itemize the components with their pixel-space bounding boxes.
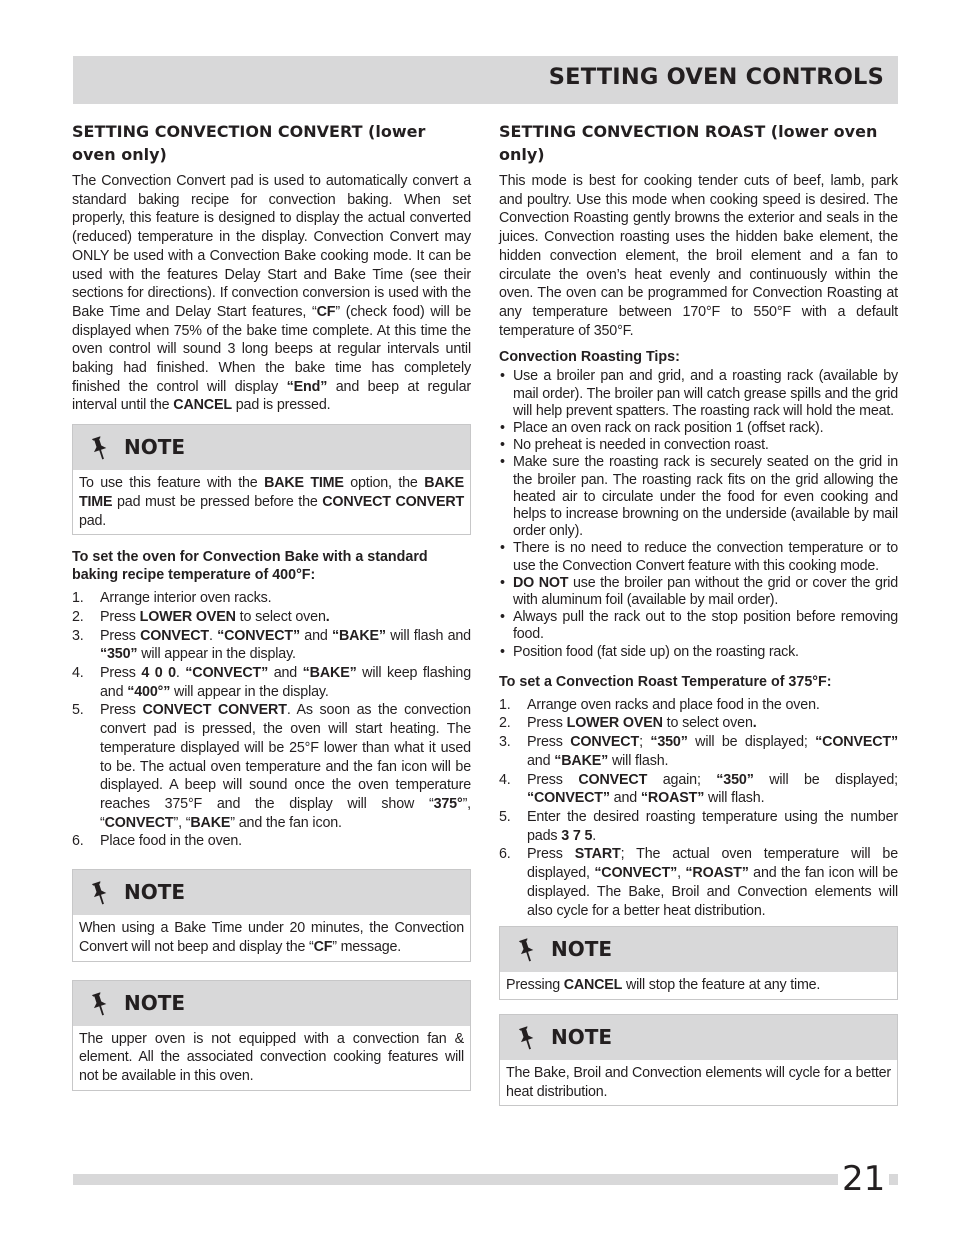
bold-text: CANCEL xyxy=(173,397,232,414)
bold-text: CF xyxy=(316,303,336,320)
pushpin-icon xyxy=(89,881,111,905)
step-number: 6. xyxy=(499,846,511,863)
note-header xyxy=(500,927,897,972)
step-item: 3. Press CONVECT. “CONVECT” and “BAKE” will flash and “350” will appear in the display. xyxy=(72,627,471,663)
bold-text: . xyxy=(752,715,757,732)
bold-text: . xyxy=(325,608,330,625)
bold-text: LOWER OVEN xyxy=(566,715,663,732)
note-text: The Bake, Broil and Convection elements will cycle for a better heat distribution. xyxy=(506,1064,891,1100)
tip-item: • Use a broiler pan and grid, and a roasting rack (available by mail order). The broiler pan will catch grease spills and the grid will help prevent spatters. The roasting rack will hold the meat. xyxy=(500,368,898,419)
bold-text: CONVECT CONVERT xyxy=(322,493,464,510)
bullet-icon: • xyxy=(500,643,505,660)
bold-text: “BAKE” xyxy=(332,627,386,644)
step-number: 1. xyxy=(499,696,511,713)
left-column xyxy=(72,120,471,1091)
section-title-convection-convert: SETTING CONVECTION CONVERT (lower oven only) xyxy=(72,122,426,164)
bold-text: LOWER OVEN xyxy=(139,608,236,625)
bold-text: CONVECT xyxy=(578,771,648,788)
tip-item: • Position food (fat side up) on the roasting rack. xyxy=(500,643,799,660)
note-text: When using a Bake Time under 20 minutes, the Convection Convert will not beep and display the “CF” message. xyxy=(79,920,464,955)
bold-text: “350” xyxy=(650,734,688,751)
convection-bake-steps-heading: To set the oven for Convection Bake with a standard baking recipe temperature of 400°F: xyxy=(72,549,428,584)
bold-text: 375° xyxy=(433,795,463,812)
bold-text: “350” xyxy=(100,646,138,663)
note-header xyxy=(500,1015,897,1060)
note-box xyxy=(72,980,471,1091)
bold-text: “BAKE” xyxy=(554,752,609,769)
step-item: 1. Arrange interior oven racks. xyxy=(72,590,272,607)
bold-text: CONVECT xyxy=(570,734,640,751)
note-label: NOTE xyxy=(551,1024,613,1049)
step-number: 2. xyxy=(499,715,511,732)
note-text: To use this feature with the BAKE TIME option, the BAKE TIME pad must be pressed before the CONVECT CONVERT pad. xyxy=(79,475,464,529)
bold-text: “ROAST” xyxy=(685,865,749,882)
note-header xyxy=(73,981,470,1026)
step-item: 1. Arrange oven racks and place food in the oven. xyxy=(499,696,820,713)
bold-text: BAKE xyxy=(190,814,231,831)
bold-text: “CONVECT” xyxy=(217,627,300,644)
convection-roast-intro: This mode is best for cooking tender cuts of beef, lamb, park and poultry. Use this mode when cooking speed is desired. The Convection Roasting gently browns the exterior and seals in the juices. Convection roasting uses the hidden bake element, the hidden convection element, the broil element and a fan to circulate the oven’s heat evenly and continuously within the oven. The oven can be programmed for Convection Roasting at any temperature between 170°F to 550°F with a default temperature of 350°F. xyxy=(499,173,898,339)
bullet-icon: • xyxy=(500,540,505,557)
step-number: 6. xyxy=(72,833,84,850)
bold-text: CONVECT xyxy=(140,627,209,644)
tip-item: • Always pull the rack out to the stop position before removing food. xyxy=(500,609,898,643)
bold-text: CONVECT CONVERT xyxy=(142,702,287,719)
note-header xyxy=(73,425,470,470)
note-box xyxy=(499,926,898,1000)
step-item: 4. Press CONVECT again; “350” will be displayed; “CONVECT” and “ROAST” will flash. xyxy=(499,771,899,807)
bullet-icon: • xyxy=(500,437,505,454)
bullet-icon: • xyxy=(500,609,505,626)
bold-text: BAKE TIME xyxy=(79,475,464,510)
note-label: NOTE xyxy=(124,435,186,460)
convection-roast-steps-heading: To set a Convection Roast Temperature of 375°F: xyxy=(499,673,832,690)
convection-roast-steps xyxy=(499,696,898,920)
page-title: SETTING OVEN CONTROLS xyxy=(548,64,884,90)
note-label: NOTE xyxy=(124,990,186,1015)
bold-text: DO NOT xyxy=(513,574,569,591)
bold-text: 4 0 0 xyxy=(141,665,176,682)
bold-text: START xyxy=(574,846,621,863)
section-title-convection-roast: SETTING CONVECTION ROAST (lower oven only) xyxy=(499,122,878,164)
convection-convert-intro: The Convection Convert pad is used to automatically convert a standard baking recipe for convection baking. When set properly, this feature is designed to display the actual converted (reduced) temperature in the display. Convection Convert may ONLY be used with a Convection Bake cooking mode. It can be used with the features Delay Start and Bake Time (see their sections for directions). If convection conversion is used with the Bake Time and Delay Start features, “CF” (check food) will be displayed when 75% of the bake time complete. At this time the oven control will sound 3 long beeps at regular intervals until baking had finished. When the bake time has completely finished the control will display “End” and beep at regular interval until the CANCEL pad is pressed. xyxy=(72,173,471,414)
bold-text: “CONVECT” xyxy=(815,734,898,751)
note-box xyxy=(499,1014,898,1106)
step-number: 5. xyxy=(499,809,511,825)
step-number: 4. xyxy=(72,665,84,682)
roasting-tips-list xyxy=(499,368,898,660)
convection-bake-steps xyxy=(72,589,471,851)
pushpin-icon xyxy=(89,992,111,1016)
bold-text: CANCEL xyxy=(563,977,623,994)
step-item: 2. Press LOWER OVEN to select oven. xyxy=(72,608,330,625)
tip-item: • Place an oven rack on rack position 1 (offset rack). xyxy=(500,419,824,436)
header-bar xyxy=(73,56,898,104)
bold-text: “CONVECT” xyxy=(594,865,678,882)
step-number: 5. xyxy=(72,702,84,719)
bold-text: CF xyxy=(313,938,333,955)
pushpin-icon xyxy=(516,938,538,962)
step-number: 3. xyxy=(72,627,84,644)
step-number: 4. xyxy=(499,771,511,788)
step-item: 4. Press 4 0 0. “CONVECT” and “BAKE” will keep flashing and “400°” will appear in the display. xyxy=(72,665,471,700)
bold-text: CONVECT xyxy=(104,814,174,831)
note-header xyxy=(73,870,470,915)
bold-text: “CONVECT” xyxy=(185,665,269,682)
bold-text: “400°” xyxy=(127,683,171,700)
bold-text: BAKE TIME xyxy=(264,475,344,492)
note-text: The upper oven is not equipped with a convection fan & element. All the associated convection cooking features will not be available in this oven. xyxy=(79,1030,464,1084)
page-number: 21 xyxy=(838,1159,889,1199)
bold-text: “ROAST” xyxy=(640,790,705,807)
step-item: 5. Enter the desired roasting temperature using the number pads 3 7 5. xyxy=(499,809,898,844)
right-column xyxy=(499,120,898,1106)
bullet-icon: • xyxy=(500,454,505,471)
tip-item: • Make sure the roasting rack is securely seated on the grid in the broiler pan. The roasting rack fits on the grid allowing the heated air to circulate under the food for even cooking and helps to increase browning on the underside (available by mail order only). xyxy=(500,454,898,540)
bullet-icon: • xyxy=(500,574,505,591)
note-box xyxy=(72,869,471,961)
note-box xyxy=(72,424,471,535)
step-item: 6. Place food in the oven. xyxy=(72,833,243,850)
pushpin-icon xyxy=(89,436,111,460)
step-item: 5. Press CONVECT CONVERT. As soon as the convection convert pad is pressed, the oven will start heating. The temperature displayed will be 25°F lower than what it used to be. The actual oven temperature and the fan icon will be displayed. A beep will sound once the oven temperature reaches 375°F and the display will show “375°”, “CONVECT”, “BAKE” and the fan icon. xyxy=(72,702,471,831)
note-label: NOTE xyxy=(551,937,613,962)
pushpin-icon xyxy=(516,1026,538,1050)
step-number: 3. xyxy=(499,734,511,751)
step-item: 3. Press CONVECT; “350” will be displayed; “CONVECT” and “BAKE” will flash. xyxy=(499,734,898,769)
note-text: Pressing CANCEL will stop the feature at any time. xyxy=(506,977,821,994)
bold-text: “350” xyxy=(716,771,754,788)
note-label: NOTE xyxy=(124,880,186,905)
roasting-tips-heading: Convection Roasting Tips: xyxy=(499,349,680,366)
bold-text: “End” xyxy=(286,378,328,395)
tip-item: • DO NOT use the broiler pan without the grid or cover the grid with aluminum foil (available by mail order). xyxy=(500,574,898,608)
bold-text: 3 7 5 xyxy=(561,827,593,844)
bold-text: “CONVECT” xyxy=(527,790,610,807)
bullet-icon: • xyxy=(500,368,505,385)
tip-item: • No preheat is needed in convection roast. xyxy=(500,437,769,454)
step-number: 1. xyxy=(72,590,84,607)
bullet-icon: • xyxy=(500,419,505,436)
bold-text: “BAKE” xyxy=(302,665,357,682)
tip-item: • There is no need to reduce the convection temperature or to use the Convection Convert feature with this cooking mode. xyxy=(500,540,898,574)
step-number: 2. xyxy=(72,608,84,625)
step-item: 6. Press START; The actual oven temperature will be displayed, “CONVECT”, “ROAST” and the fan icon will be displayed. The Bake, Broil and Convection elements will also cycle for a better heat distribution. xyxy=(499,846,898,919)
footer-bar xyxy=(73,1174,898,1185)
step-item: 2. Press LOWER OVEN to select oven. xyxy=(499,715,757,732)
